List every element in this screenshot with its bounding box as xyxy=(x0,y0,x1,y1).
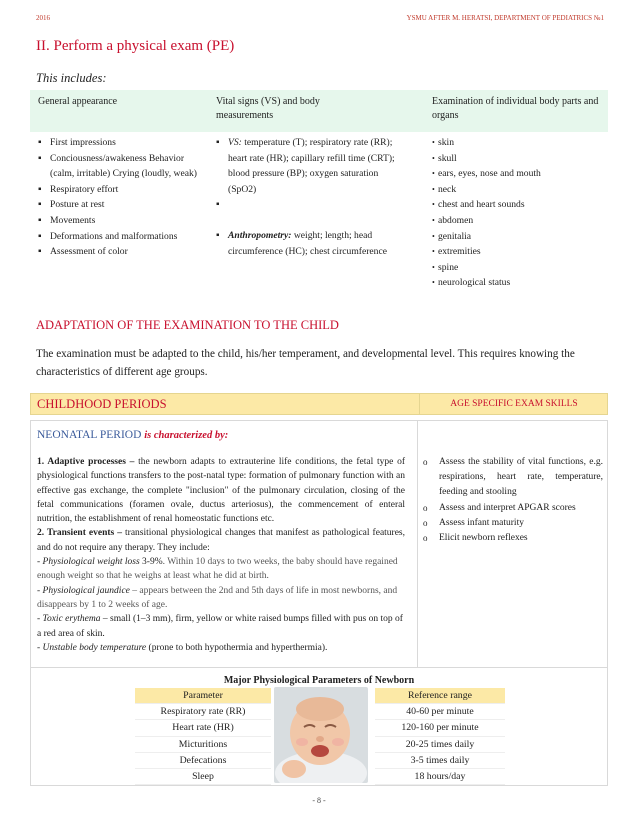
list-item: ▪ Conciousness/awakeness Behavior (calm, irritable) Crying (loudly, weak) xyxy=(38,151,206,182)
newborn-photo xyxy=(274,687,368,783)
page-header xyxy=(36,14,604,28)
item-text: (prone to both hypothermia and hyperthermia). xyxy=(146,642,328,653)
table-row: 20-25 times daily xyxy=(375,737,505,753)
item-label: Physiological jaundice xyxy=(42,585,130,596)
item-text: – small (1–3 mm), firm, yellow or white raised bumps filled with pus on top of a red area of skin. xyxy=(37,614,403,639)
list-item: o Assess and interpret APGAR scores xyxy=(423,501,603,516)
item-text: . Within 10 days to two weeks, the baby should have regained enough weight so that he weighs at least what he did at birth. xyxy=(37,557,398,582)
transient-item: - Physiological weight loss 3-9%. Within 10 days to two weeks, the baby should have regained enough weight so that he weighs at least what he did at birth. xyxy=(37,557,398,582)
list-item: ▪ Posture at rest xyxy=(38,197,206,213)
adaptive-processes-paragraph xyxy=(37,455,405,526)
row-divider xyxy=(31,667,607,668)
physical-exam-table xyxy=(30,90,608,300)
list-item: • ears, eyes, nose and mouth xyxy=(432,166,602,182)
list-item: ▪ Respiratory effort xyxy=(38,182,206,198)
list-item: o Elicit newborn reflexes xyxy=(423,531,603,546)
item-label: Toxic erythema xyxy=(42,614,101,625)
header-org: YSMU AFTER M. HERATSI, DEPARTMENT OF PEDIATRICS №1 xyxy=(406,14,604,22)
pe-header-vitals: Vital signs (VS) and body measurements xyxy=(216,96,320,121)
list-item: • neck xyxy=(432,182,602,198)
table-row: Defecations xyxy=(135,753,271,769)
transient-events-label: 2. Transient events – xyxy=(37,528,122,539)
item-text: – appears between the 2nd and 5th days of life in most newborns, and disappears by 1 to 2 weeks of age. xyxy=(37,585,398,610)
params-column xyxy=(135,688,271,785)
list-item: • genitalia xyxy=(432,229,602,245)
list-item: ▪ Assessment of color xyxy=(38,244,206,260)
transient-item: - Unstable body temperature (prone to both hypothermia and hyperthermia). xyxy=(37,642,328,653)
neonatal-exam-skills xyxy=(423,455,603,546)
header-year: 2016 xyxy=(36,14,50,22)
transient-item: - Toxic erythema – small (1–3 mm), firm, yellow or white raised bumps filled with pus on top of a red area of skin. xyxy=(37,614,403,639)
childhood-periods-bar xyxy=(30,393,608,415)
table-row: 3-5 times daily xyxy=(375,753,505,769)
list-item: o Assess the stability of vital functions, e.g. respirations, heart rate, temperature, feeding and stooling xyxy=(423,455,603,501)
includes-label: This includes: xyxy=(36,71,107,85)
list-item: ▪ Deformations and malformations xyxy=(38,229,206,245)
page-number: - 8 - xyxy=(312,796,326,805)
adaptation-title: ADAPTATION OF THE EXAMINATION TO THE CHILD xyxy=(36,318,339,332)
table-row: Heart rate (HR) xyxy=(135,720,271,736)
transient-events-text: transitional physiological changes that manifest as pathological features, and do not require any therapy. They include: xyxy=(37,528,405,553)
pe-header-general: General appearance xyxy=(38,96,118,107)
list-item xyxy=(216,135,396,197)
transient-events-paragraph xyxy=(37,526,405,555)
params-header-range: Reference range xyxy=(375,688,505,704)
adaptive-processes-text: the newborn adapts to extrauterine life conditions, the fetal type of physiological functions transfers to the post-natal type: formation of pulmonary function with an effective gas exchange, the complete "inclusion" of the pulmonary circulation, closing of the fetal communications (foramen ovale, ductus arteriosus), the commencement of enteral nutrition, the establishment of renal homeostatic functions etc. xyxy=(37,457,406,525)
body-parts-list xyxy=(432,135,602,291)
anthropometry-label: Anthropometry: xyxy=(228,230,292,242)
adaptive-processes-label: 1. Adaptive processes – xyxy=(37,457,135,467)
vs-text: temperature (T); respiratory rate (RR); heart rate (HR); capillary refill time (CRT); blood pressure (BP); oxygen saturation (SpO2) xyxy=(228,137,395,195)
table-row: 40-60 per minute xyxy=(375,704,505,720)
transient-item: - Physiological jaundice – appears between the 2nd and 5th days of life in most newborns, and disappears by 1 to 2 weeks of age. xyxy=(37,585,398,610)
neonatal-title-suffix: is characterized by: xyxy=(144,430,229,441)
item-label: Physiological weight loss xyxy=(42,557,140,568)
list-item: • skin xyxy=(432,135,602,151)
neonatal-title xyxy=(37,429,228,441)
list-item: • skull xyxy=(432,151,602,167)
list-item: • neurological status xyxy=(432,275,602,291)
column-divider xyxy=(417,421,418,667)
list-item: ▪ Movements xyxy=(38,213,206,229)
spacer xyxy=(216,197,396,228)
list-item: o Assess infant maturity xyxy=(423,516,603,531)
anthropometry-text: weight; length; head circumference (HC); chest circumference xyxy=(228,230,387,257)
table-row: Micturitions xyxy=(135,737,271,753)
periods-label: CHILDHOOD PERIODS xyxy=(37,397,167,411)
table-row: Sleep xyxy=(135,769,271,785)
list-item: • abdomen xyxy=(432,213,602,229)
list-item: • extremities xyxy=(432,244,602,260)
pe-header-body-parts: Examination of individual body parts and organs xyxy=(432,96,599,121)
table-row: Respiratory rate (RR) xyxy=(135,704,271,720)
list-item: • chest and heart sounds xyxy=(432,197,602,213)
neonatal-title-text: NEONATAL PERIOD xyxy=(37,429,142,441)
list-item: • spine xyxy=(432,260,602,276)
params-title: Major Physiological Parameters of Newborn xyxy=(223,675,415,686)
vs-label: VS: xyxy=(228,137,242,148)
adaptation-text: The examination must be adapted to the child, his/her temperament, and developmental level. This requires knowing the characteristics of different age groups. xyxy=(36,348,575,378)
skills-label: AGE SPECIFIC EXAM SKILLS xyxy=(450,399,578,409)
newborn-illustration xyxy=(274,687,368,783)
list-item: ▪ First impressions xyxy=(38,135,206,151)
neonatal-period-box xyxy=(30,420,608,786)
range-column xyxy=(375,688,505,785)
item-value: 3-9% xyxy=(139,557,163,568)
vital-signs-list xyxy=(216,135,396,260)
neonatal-description xyxy=(37,455,405,655)
section-title: II. Perform a physical exam (PE) xyxy=(36,38,235,54)
general-appearance-list xyxy=(38,135,206,260)
list-item xyxy=(216,228,396,259)
item-label: Unstable body temperature xyxy=(42,642,147,653)
table-row: 120-160 per minute xyxy=(375,720,505,736)
params-header-parameter: Parameter xyxy=(135,688,271,704)
table-row: 18 hours/day xyxy=(375,769,505,785)
